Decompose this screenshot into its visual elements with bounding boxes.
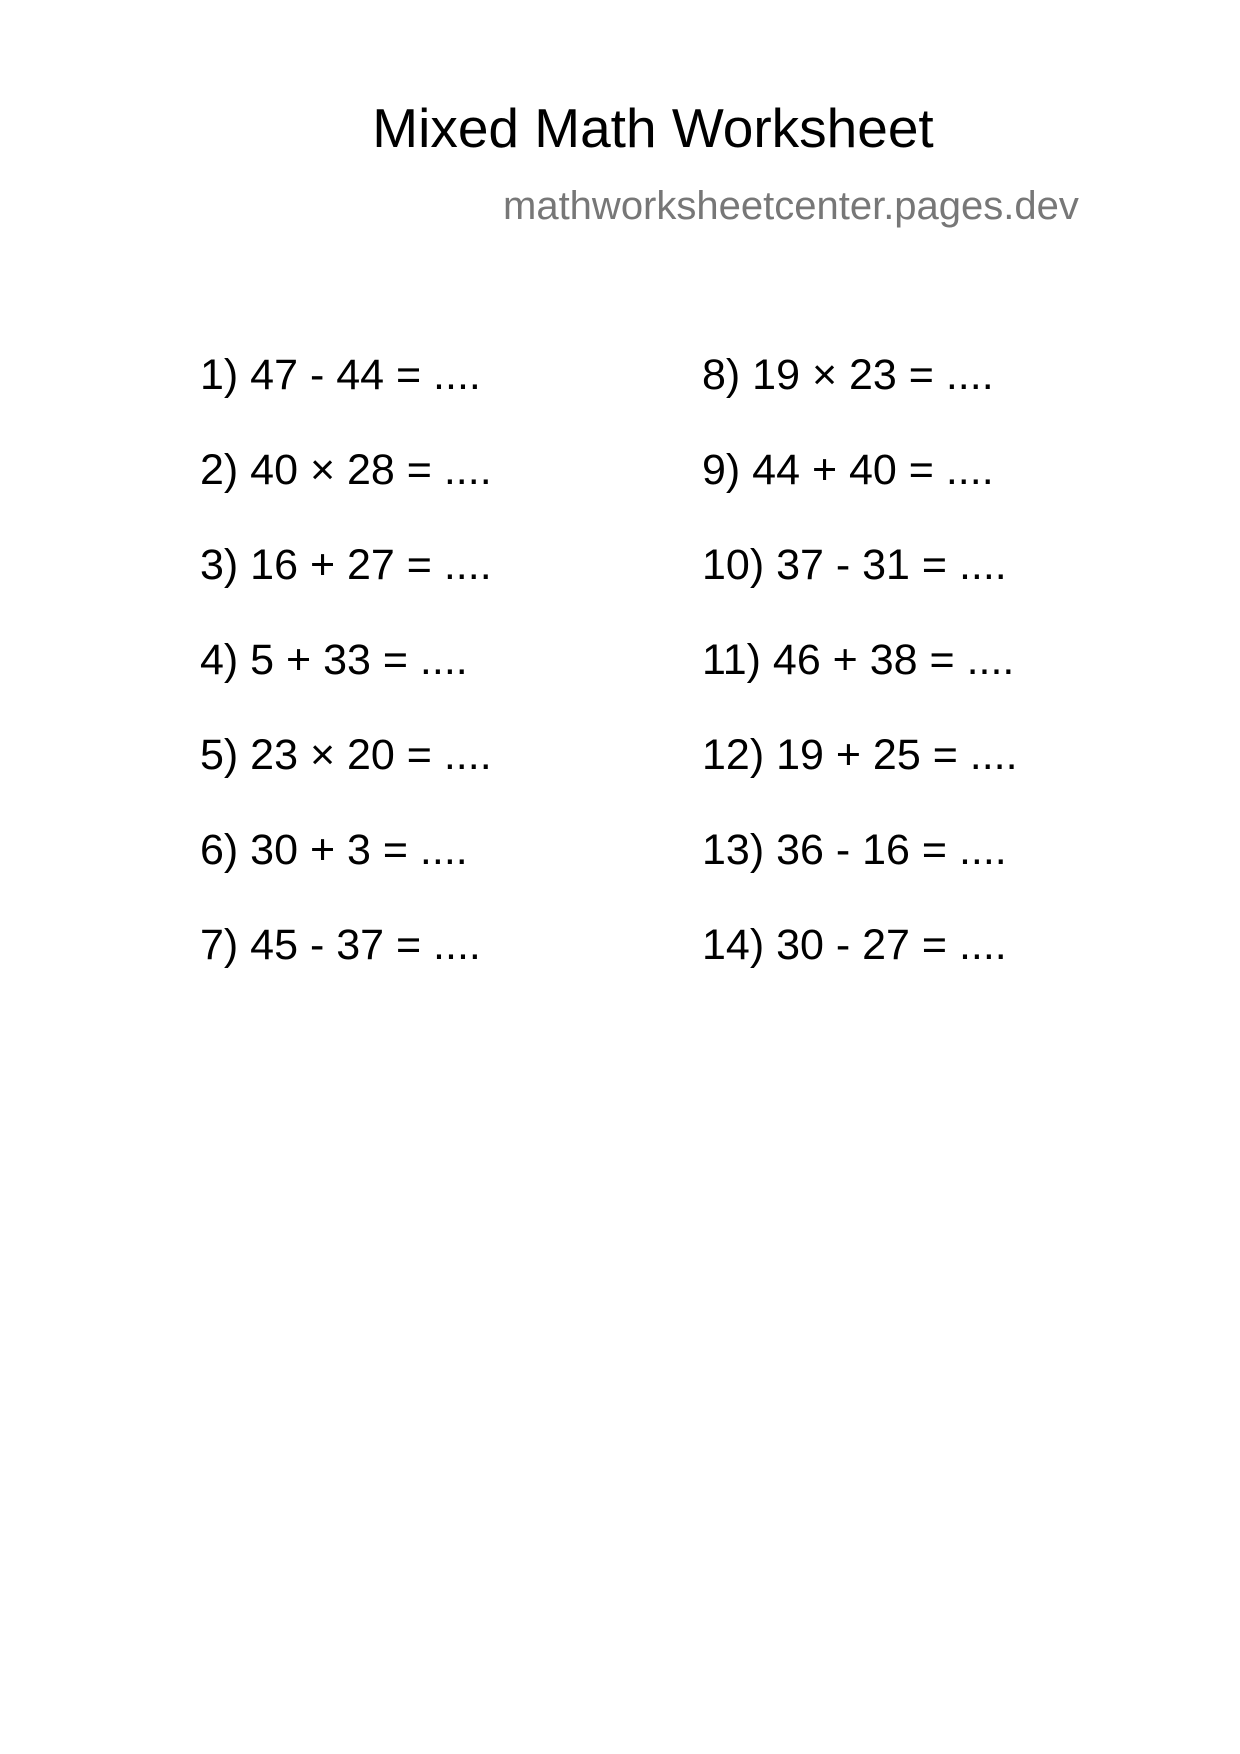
problem-1: 1) 47 - 44 = .... bbox=[200, 351, 481, 399]
problem-11: 11) 46 + 38 = .... bbox=[702, 636, 1015, 684]
problem-3: 3) 16 + 27 = .... bbox=[200, 541, 492, 589]
problem-14: 14) 30 - 27 = .... bbox=[702, 921, 1007, 969]
problem-12: 12) 19 + 25 = .... bbox=[702, 731, 1018, 779]
problem-9: 9) 44 + 40 = .... bbox=[702, 446, 994, 494]
problem-column-right bbox=[702, 350, 1018, 1015]
problem-10: 10) 37 - 31 = .... bbox=[702, 541, 1007, 589]
problem-7: 7) 45 - 37 = .... bbox=[200, 921, 481, 969]
problem-5: 5) 23 × 20 = .... bbox=[200, 731, 492, 779]
problem-2: 2) 40 × 28 = .... bbox=[200, 446, 492, 494]
problem-4: 4) 5 + 33 = .... bbox=[200, 636, 468, 684]
source-url: mathworksheetcenter.pages.dev bbox=[503, 184, 1079, 228]
problem-column-left bbox=[200, 350, 492, 1015]
problem-6: 6) 30 + 3 = .... bbox=[200, 826, 468, 874]
worksheet-title: Mixed Math Worksheet bbox=[372, 97, 934, 159]
problem-13: 13) 36 - 16 = .... bbox=[702, 826, 1007, 874]
problem-8: 8) 19 × 23 = .... bbox=[702, 351, 994, 399]
